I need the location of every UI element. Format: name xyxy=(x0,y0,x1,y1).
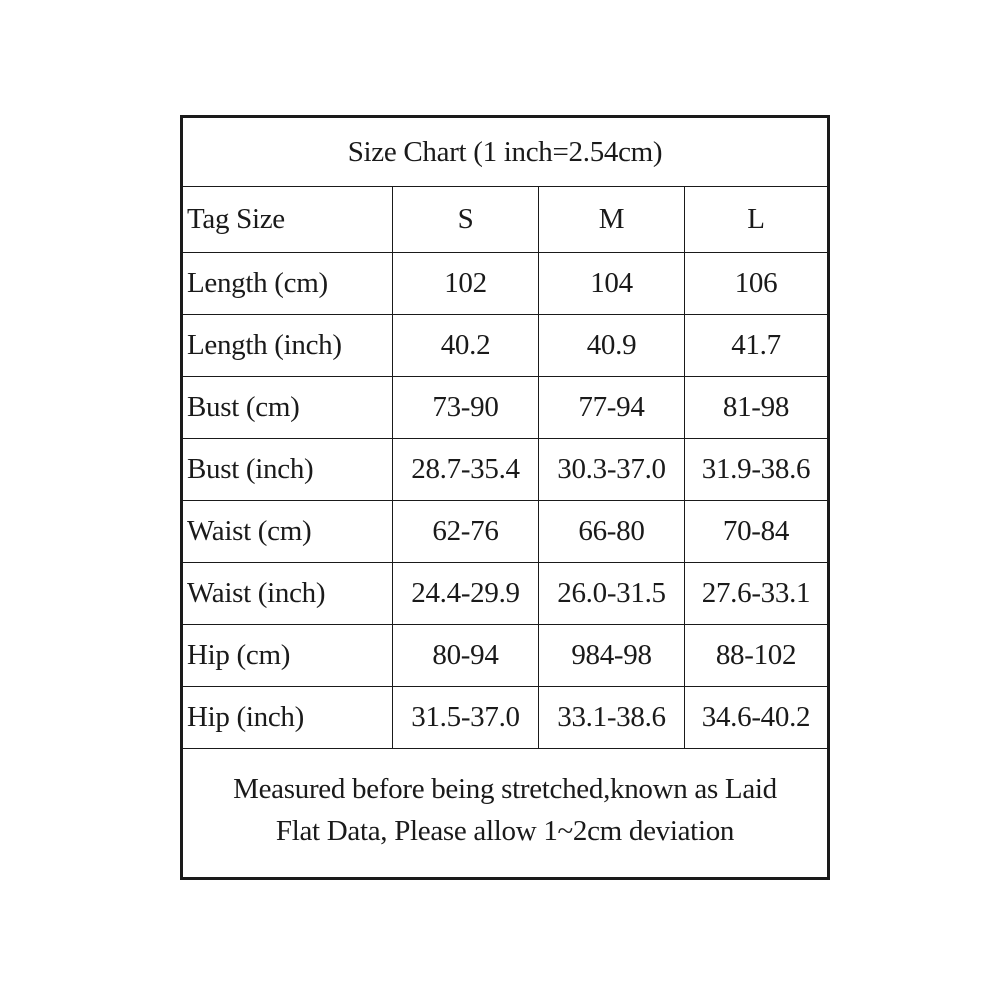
row-label: Bust (inch) xyxy=(183,439,393,500)
cell-l: 27.6-33.1 xyxy=(701,577,811,609)
cell-m: 104 xyxy=(539,253,685,314)
cell-m: 66-80 xyxy=(539,501,685,562)
cell-l: 88-102 xyxy=(715,639,797,671)
cell-m: 984-98 xyxy=(539,625,685,686)
cell-m: 33.1-38.6 xyxy=(539,687,685,748)
cell-s: 40.2 xyxy=(393,315,539,376)
cell-s: 24.4-29.9 xyxy=(393,563,539,624)
header-row xyxy=(183,187,827,253)
table-row xyxy=(183,563,827,625)
cell-l: 106 xyxy=(734,267,778,299)
cell-m: 26.0-31.5 xyxy=(539,563,685,624)
table-row xyxy=(183,315,827,377)
size-s-header: S xyxy=(393,187,539,252)
cell-l: 34.6-40.2 xyxy=(701,701,811,733)
cell-s: 73-90 xyxy=(393,377,539,438)
note-line-2: Flat Data, Please allow 1~2cm deviation xyxy=(275,815,735,847)
row-label: Hip (inch) xyxy=(183,687,393,748)
table-row xyxy=(183,687,827,749)
row-label: Bust (cm) xyxy=(183,377,393,438)
cell-m: 30.3-37.0 xyxy=(539,439,685,500)
table-row xyxy=(183,625,827,687)
row-label: Length (inch) xyxy=(183,315,393,376)
header-label: Tag Size xyxy=(183,187,393,252)
row-label: Waist (inch) xyxy=(183,563,393,624)
cell-s: 102 xyxy=(393,253,539,314)
cell-s: 62-76 xyxy=(393,501,539,562)
measurement-note xyxy=(183,749,827,877)
row-label: Length (cm) xyxy=(183,253,393,314)
cell-s: 28.7-35.4 xyxy=(393,439,539,500)
cell-m: 77-94 xyxy=(539,377,685,438)
cell-l: 70-84 xyxy=(722,515,790,547)
table-row xyxy=(183,253,827,315)
table-row xyxy=(183,501,827,563)
cell-l: 31.9-38.6 xyxy=(701,453,811,485)
size-chart-table xyxy=(180,115,830,880)
size-m-header: M xyxy=(539,187,685,252)
note-line-1: Measured before being stretched,known as Laid xyxy=(233,773,777,805)
cell-s: 31.5-37.0 xyxy=(393,687,539,748)
cell-l: 41.7 xyxy=(731,329,781,361)
cell-m: 40.9 xyxy=(539,315,685,376)
row-label: Waist (cm) xyxy=(183,501,393,562)
cell-l: 81-98 xyxy=(722,391,790,423)
chart-title: Size Chart (1 inch=2.54cm) xyxy=(183,118,827,187)
size-l-header: L xyxy=(747,203,765,235)
table-row xyxy=(183,377,827,439)
cell-s: 80-94 xyxy=(393,625,539,686)
row-label: Hip (cm) xyxy=(183,625,393,686)
table-row xyxy=(183,439,827,501)
